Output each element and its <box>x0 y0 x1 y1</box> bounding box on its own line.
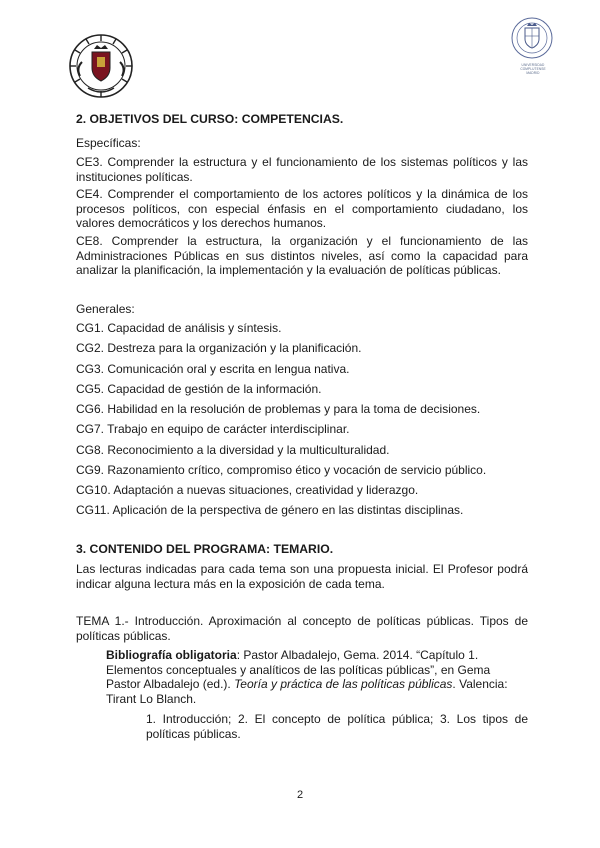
list-item: CG8. Reconocimiento a la diversidad y la multiculturalidad. <box>76 442 390 457</box>
bibliography-text-a: : Pastor Albadalejo, Gema. 2014. “Capítulo 1. Elementos conceptuales y analíticos de las políticas públicas”, en Gema Pastor Albadalejo (ed.). <box>106 648 491 692</box>
list-item: CG10. Adaptación a nuevas situaciones, creatividad y liderazgo. <box>76 483 419 497</box>
section-2-heading: 2. OBJETIVOS DEL CURSO: COMPETENCIAS. <box>76 112 344 126</box>
section-3-heading: 3. CONTENIDO DEL PROGRAMA: TEMARIO. <box>76 542 334 556</box>
logo-caption-line-3: MADRID <box>526 71 540 75</box>
tema-1-bibliography <box>106 648 528 706</box>
general-competencies-list <box>76 321 528 524</box>
bibliography-label: Bibliografía obligatoria <box>106 648 237 662</box>
list-item: CG7. Trabajo en equipo de carácter interdisciplinar. <box>76 422 350 437</box>
section-3-intro: Las lecturas indicadas para cada tema son una propuesta inicial. El Profesor podrá indicar alguna lectura más en la exposición de cada tema. <box>76 562 528 591</box>
bibliography-text-b: . Valencia: Tirant Lo Blanch. <box>106 677 508 706</box>
tema-1-title: TEMA 1.- Introducción. Aproximación al concepto de políticas públicas. Tipos de políticas públicas. <box>76 614 528 643</box>
general-label: Generales: <box>76 302 135 316</box>
competency-ce3: CE3. Comprender la estructura y el funcionamiento de los sistemas políticos y las instituciones políticas. <box>76 155 528 184</box>
list-item: CG6. Habilidad en la resolución de problemas y para la toma de decisiones. <box>76 402 481 416</box>
bibliography-book-title: Teoría y práctica de las políticas públicas <box>234 677 453 692</box>
logo-caption-line-2: COMPLUTENSE <box>520 67 546 71</box>
list-item: CG1. Capacidad de análisis y síntesis. <box>76 321 282 335</box>
tema-1-chapters: 1. Introducción; 2. El concepto de política pública; 3. Los tipos de políticas públicas. <box>146 712 528 741</box>
list-item: CG2. Destreza para la organización y la planificación. <box>76 341 362 356</box>
list-item: CG9. Razonamiento crítico, compromiso ético y vocación de servicio público. <box>76 462 487 477</box>
list-item: CG5. Capacidad de gestión de la información. <box>76 381 322 396</box>
faculty-seal-icon <box>505 16 559 76</box>
logo-caption-line-1: UNIVERSIDAD <box>521 63 545 67</box>
page-number: 2 <box>296 789 304 801</box>
competency-ce4: CE4. Comprender el comportamiento de los actores políticos y la dinámica de los procesos políticos, con especial énfasis en el comportamiento ciudadano, los valores democráticos y los derechos humanos. <box>76 187 528 231</box>
competency-ce8: CE8. Comprender la estructura, la organización y el funcionamiento de las Administraciones Públicas en sus distintos niveles, así como la capacidad para analizar la planificación, la implementación y la evaluación de políticas públicas. <box>76 234 528 278</box>
university-seal-icon <box>68 32 134 104</box>
specific-label: Específicas: <box>76 136 141 150</box>
list-item: CG3. Comunicación oral y escrita en lengua nativa. <box>76 361 350 376</box>
list-item: CG11. Aplicación de la perspectiva de género en las distintas disciplinas. <box>76 503 464 518</box>
